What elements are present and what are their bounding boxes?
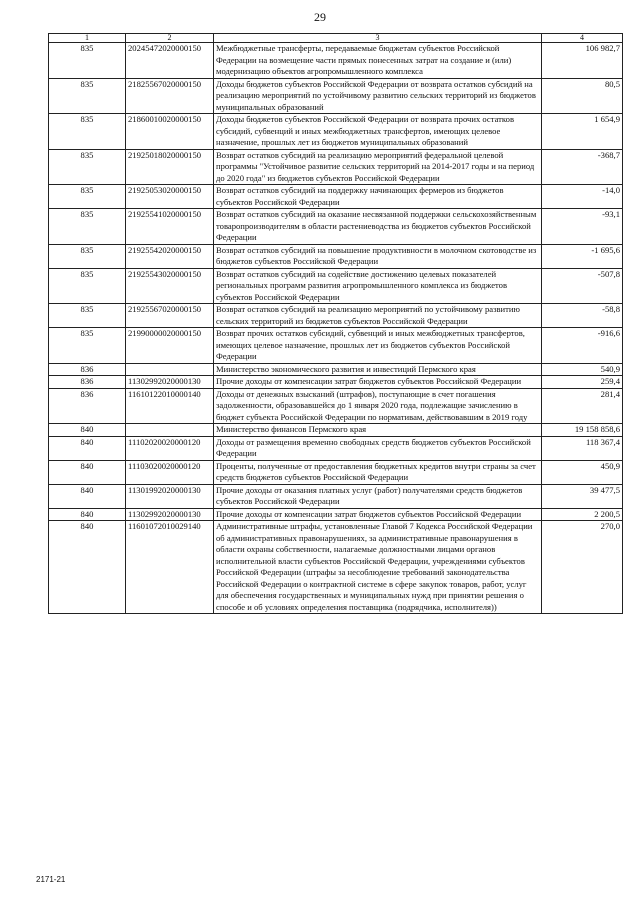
revenue-name-cell: Возврат остатков субсидий на реализацию мероприятий федеральной целевой программы "Устойчивое развитие сельских территорий на 2014-2017 годы и на период до 2020 года" из бюджетов субъектов Российской Федерации <box>214 149 542 185</box>
table-header-row <box>49 34 623 43</box>
table-row <box>49 424 623 437</box>
admin-code-cell: 835 <box>49 114 126 150</box>
revenue-name-cell: Доходы бюджетов субъектов Российской Федерации от возврата прочих остатков субсидий, субвенций и иных межбюджетных трансфертов, имеющих целевое назначение, прошлых лет из бюджетов муниципальных образований <box>214 114 542 150</box>
amount-cell: -1 695,6 <box>542 244 623 268</box>
revenue-name-cell: Административные штрафы, установленные Главой 7 Кодекса Российской Федерации об административных правонарушениях, за административные правонарушения в области охраны собственности, налагаемые должностными лицами органов исполнительной власти субъектов Российской Федерации, учреждениями субъектов Российской Федерации (штрафы за несоблюдение требований законодательства Российской Федерации о контрактной системе в сфере закупок товаров, работ, услуг для обеспечения государственных и муниципальных нужд при принятии решения о способе и об условиях определения поставщика (подрядчика, исполнителя)) <box>214 521 542 614</box>
admin-code-cell: 835 <box>49 43 126 79</box>
amount-cell: 2 200,5 <box>542 508 623 521</box>
revenue-name-cell: Прочие доходы от компенсации затрат бюджетов субъектов Российской Федерации <box>214 508 542 521</box>
admin-code-cell: 840 <box>49 436 126 460</box>
amount-cell: 106 982,7 <box>542 43 623 79</box>
admin-code-cell: 835 <box>49 304 126 328</box>
table-row <box>49 436 623 460</box>
table-row <box>49 363 623 376</box>
amount-cell: -507,8 <box>542 268 623 304</box>
budget-code-cell: 20245472020000150 <box>126 43 214 79</box>
table-row <box>49 484 623 508</box>
admin-code-cell: 840 <box>49 484 126 508</box>
amount-cell: 270,0 <box>542 521 623 614</box>
admin-code-cell: 840 <box>49 508 126 521</box>
budget-code-cell: 21925053020000150 <box>126 185 214 209</box>
amount-cell: -58,8 <box>542 304 623 328</box>
budget-code-cell: 21925543020000150 <box>126 268 214 304</box>
table-row <box>49 508 623 521</box>
footer-code: 2171-21 <box>36 875 66 884</box>
amount-cell: 19 158 858,6 <box>542 424 623 437</box>
table-row <box>49 460 623 484</box>
budget-code-cell: 11102020020000120 <box>126 436 214 460</box>
amount-cell: -14,0 <box>542 185 623 209</box>
revenue-name-cell: Межбюджетные трансферты, передаваемые бюджетам субъектов Российской Федерации на возмещение части прямых понесенных затрат на создание и (или) модернизацию объектов агропромышленного комплекса <box>214 43 542 79</box>
table-body <box>49 43 623 614</box>
budget-code-cell: 21925542020000150 <box>126 244 214 268</box>
table-row <box>49 114 623 150</box>
budget-code-cell <box>126 363 214 376</box>
table-row <box>49 376 623 389</box>
table-row <box>49 78 623 114</box>
amount-cell: 259,4 <box>542 376 623 389</box>
admin-code-cell: 840 <box>49 424 126 437</box>
budget-code-cell: 21925018020000150 <box>126 149 214 185</box>
revenue-name-cell: Доходы от размещения временно свободных средств бюджетов субъектов Российской Федерации <box>214 436 542 460</box>
budget-code-cell: 21990000020000150 <box>126 328 214 364</box>
budget-code-cell: 11301992020000130 <box>126 484 214 508</box>
amount-cell: 80,5 <box>542 78 623 114</box>
revenue-name-cell: Возврат остатков субсидий на оказание несвязанной поддержки сельскохозяйственным товаропроизводителям в области растениеводства из бюджетов субъектов Российской Федерации <box>214 209 542 245</box>
admin-code-cell: 836 <box>49 376 126 389</box>
amount-cell: 1 654,9 <box>542 114 623 150</box>
table-row <box>49 304 623 328</box>
budget-code-cell: 11302992020000130 <box>126 508 214 521</box>
table-row <box>49 43 623 79</box>
revenue-name-cell: Министерство экономического развития и инвестиций Пермского края <box>214 363 542 376</box>
amount-cell: -916,6 <box>542 328 623 364</box>
admin-code-cell: 835 <box>49 78 126 114</box>
budget-code-cell <box>126 424 214 437</box>
page-number: 29 <box>314 10 326 24</box>
amount-cell: 118 367,4 <box>542 436 623 460</box>
revenue-name-cell: Возврат остатков субсидий на реализацию мероприятий по устойчивому развитию сельских территорий из бюджетов субъектов Российской Федерации <box>214 304 542 328</box>
budget-code-cell: 21925567020000150 <box>126 304 214 328</box>
table-row <box>49 185 623 209</box>
revenue-name-cell: Возврат остатков субсидий на повышение продуктивности в молочном скотоводстве из бюджетов субъектов Российской Федерации <box>214 244 542 268</box>
admin-code-cell: 840 <box>49 460 126 484</box>
revenue-name-cell: Прочие доходы от компенсации затрат бюджетов субъектов Российской Федерации <box>214 376 542 389</box>
column-header-name: 3 <box>214 34 542 43</box>
admin-code-cell: 835 <box>49 244 126 268</box>
revenue-name-cell: Министерство финансов Пермского края <box>214 424 542 437</box>
table-row <box>49 149 623 185</box>
table-row <box>49 268 623 304</box>
column-header-amount: 4 <box>542 34 623 43</box>
table-row <box>49 388 623 424</box>
amount-cell: 39 477,5 <box>542 484 623 508</box>
revenue-name-cell: Возврат остатков субсидий на содействие достижению целевых показателей региональных программ развития агропромышленного комплекса из бюджетов субъектов Российской Федерации <box>214 268 542 304</box>
budget-code-cell: 11302992020000130 <box>126 376 214 389</box>
amount-cell: -368,7 <box>542 149 623 185</box>
admin-code-cell: 835 <box>49 209 126 245</box>
budget-code-cell: 11601072010029140 <box>126 521 214 614</box>
revenue-table <box>48 33 623 614</box>
admin-code-cell: 835 <box>49 185 126 209</box>
amount-cell: 540,9 <box>542 363 623 376</box>
revenue-name-cell: Возврат остатков субсидий на поддержку начинающих фермеров из бюджетов субъектов Российской Федерации <box>214 185 542 209</box>
revenue-name-cell: Доходы бюджетов субъектов Российской Федерации от возврата остатков субсидий на реализацию мероприятий по устойчивому развитию сельских территорий из бюджетов муниципальных образований <box>214 78 542 114</box>
column-header-code: 2 <box>126 34 214 43</box>
table-row <box>49 521 623 614</box>
budget-code-cell: 11610122010000140 <box>126 388 214 424</box>
amount-cell: 281,4 <box>542 388 623 424</box>
column-header-admin: 1 <box>49 34 126 43</box>
amount-cell: 450,9 <box>542 460 623 484</box>
table-row <box>49 244 623 268</box>
admin-code-cell: 840 <box>49 521 126 614</box>
table-row <box>49 328 623 364</box>
admin-code-cell: 836 <box>49 363 126 376</box>
admin-code-cell: 835 <box>49 268 126 304</box>
budget-code-cell: 21925541020000150 <box>126 209 214 245</box>
revenue-name-cell: Возврат прочих остатков субсидий, субвенций и иных межбюджетных трансфертов, имеющих целевое назначение, прошлых лет из бюджетов субъектов Российской Федерации <box>214 328 542 364</box>
revenue-name-cell: Доходы от денежных взысканий (штрафов), поступающие в счет погашения задолженности, образовавшейся до 1 января 2020 года, подлежащие зачислению в бюджет субъекта Российской Федерации по нормативам, действовавшим в 2019 году <box>214 388 542 424</box>
admin-code-cell: 835 <box>49 328 126 364</box>
amount-cell: -93,1 <box>542 209 623 245</box>
table-row <box>49 209 623 245</box>
budget-code-cell: 21860010020000150 <box>126 114 214 150</box>
budget-code-cell: 21825567020000150 <box>126 78 214 114</box>
budget-code-cell: 11103020020000120 <box>126 460 214 484</box>
revenue-name-cell: Проценты, полученные от предоставления бюджетных кредитов внутри страны за счет средств бюджетов субъектов Российской Федерации <box>214 460 542 484</box>
admin-code-cell: 836 <box>49 388 126 424</box>
admin-code-cell: 835 <box>49 149 126 185</box>
revenue-name-cell: Прочие доходы от оказания платных услуг (работ) получателями средств бюджетов субъектов Российской Федерации <box>214 484 542 508</box>
